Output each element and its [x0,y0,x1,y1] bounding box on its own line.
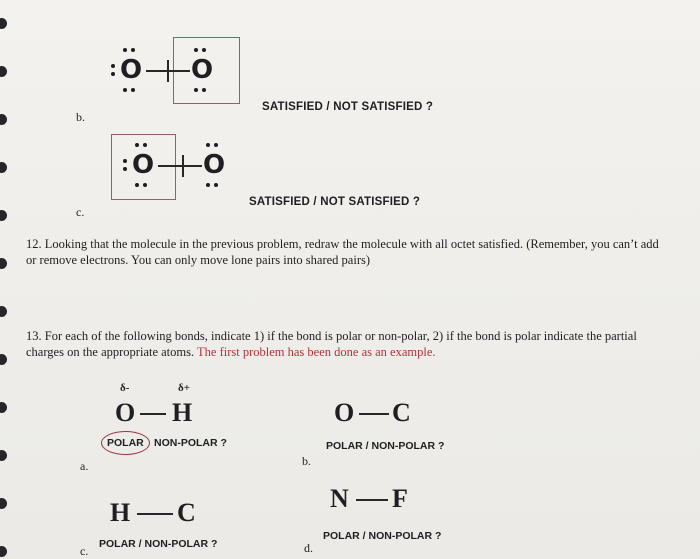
atom-left: N [330,484,349,513]
lone-pair-dot [135,143,139,147]
question-12: 12. Looking that the molecule in the previous problem, redraw the molecule with all octet satisfied. (Remember, you can’t add or remove electrons. You can only move lone pairs into shared pairs) [26,237,659,267]
binder-hole [0,306,7,317]
bond-a-label: a. [80,459,89,473]
binder-hole [0,162,7,173]
lone-pair-dot [194,88,198,92]
atom-left: H [110,498,131,527]
bond-tick [167,60,169,82]
atom-o-left: O [132,150,155,180]
bond-d-label: d. [304,541,313,555]
lone-pair-dot [111,64,115,68]
atom-right: C [177,498,196,527]
atom-right: C [392,398,411,427]
lone-pair-dot [214,183,218,187]
single-bond [356,499,388,501]
question-13 [26,328,666,360]
lone-pair-dot [111,72,115,76]
question-13-text: 13. For each of the following bonds, indicate 1) if the bond is polar or non-polar, 2) if the bond is polar indicate the partial charges on the appropriate atoms. [26,329,637,359]
single-bond [158,165,202,167]
single-bond [140,413,166,415]
atom-left: O [115,398,136,427]
partial-charge-negative: δ- [120,382,130,394]
lone-pair-dot [202,88,206,92]
lone-pair-dot [131,88,135,92]
lone-pair-dot [206,143,210,147]
bond-b-label: b. [302,454,311,468]
atom-right: H [172,398,193,427]
partial-charge-positive: δ+ [178,382,190,394]
lone-pair-dot [123,159,127,163]
binder-hole [0,18,7,29]
lone-pair-dot [135,183,139,187]
lone-pair-dot [202,48,206,52]
question-13-example-note: The first problem has been done as an example. [197,345,436,359]
single-bond [137,513,173,515]
atom-o-right: O [203,150,226,180]
binder-hole [0,210,7,221]
single-bond [359,413,389,415]
lone-pair-dot [206,183,210,187]
binder-hole [0,258,7,269]
problem-c-label: c. [76,205,85,219]
binder-hole [0,114,7,125]
lone-pair-dot [143,183,147,187]
bond-d-prompt: POLAR / NON-POLAR ? [323,530,442,542]
choice-non-polar: NON-POLAR ? [154,437,227,449]
bond-c-prompt: POLAR / NON-POLAR ? [99,538,218,550]
bond-c-label: c. [80,544,89,558]
binder-hole [0,354,7,365]
binder-hole [0,66,7,77]
atom-right: F [392,484,408,513]
choice-polar: POLAR [107,437,144,449]
problem-b-prompt: SATISFIED / NOT SATISFIED ? [262,101,434,113]
binder-hole [0,546,7,557]
binder-hole [0,498,7,509]
binder-hole [0,450,7,461]
lone-pair-dot [131,48,135,52]
lone-pair-dot [214,143,218,147]
lone-pair-dot [123,167,127,171]
bond-b-prompt: POLAR / NON-POLAR ? [326,440,445,452]
problem-c-prompt: SATISFIED / NOT SATISFIED ? [249,196,421,208]
binder-holes [0,0,14,559]
lone-pair-dot [143,143,147,147]
lone-pair-dot [194,48,198,52]
binder-hole [0,402,7,413]
atom-o-right: O [191,55,214,85]
problem-b-label: b. [76,110,85,124]
atom-left: O [334,398,355,427]
lone-pair-dot [123,88,127,92]
lone-pair-dot [123,48,127,52]
bond-tick [182,155,184,177]
atom-o-left: O [120,55,143,85]
